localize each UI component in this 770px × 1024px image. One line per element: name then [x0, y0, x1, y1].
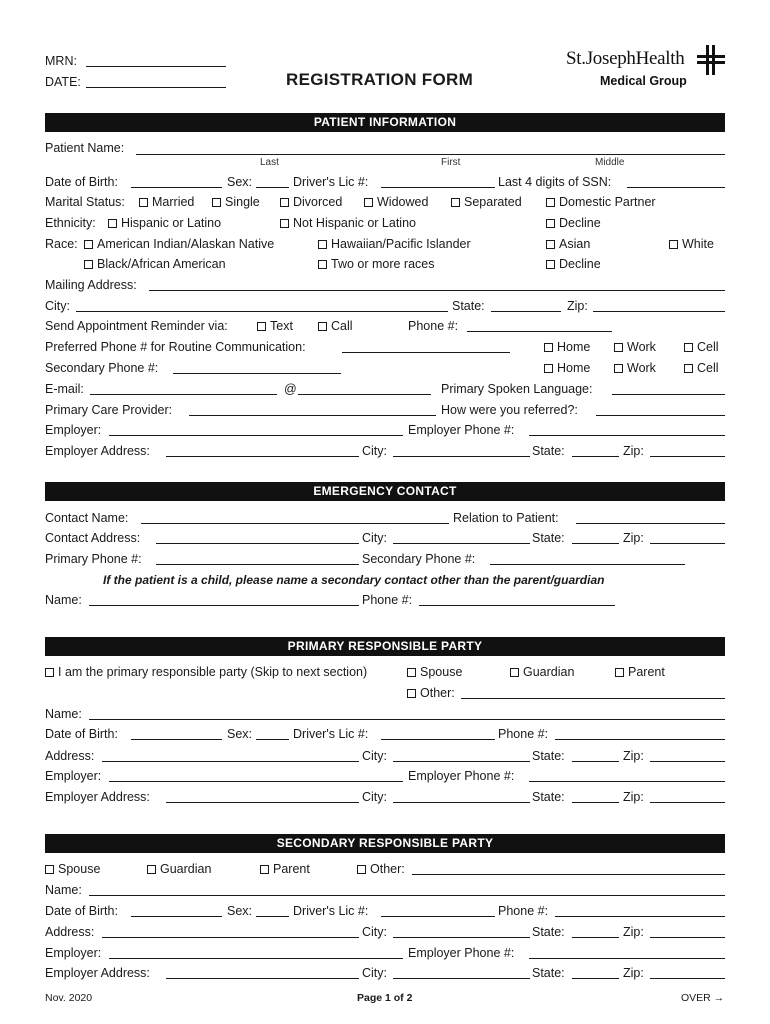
secondary-employer-field[interactable] — [109, 958, 403, 959]
primary-dl-field[interactable] — [381, 739, 495, 740]
alt-contact-phone-field[interactable] — [419, 605, 615, 606]
checkbox[interactable] — [544, 343, 553, 352]
alt-contact-name-label: Name: — [45, 593, 82, 607]
race-black[interactable]: Black/African American — [84, 257, 226, 271]
footer-date: Nov. 2020 — [45, 992, 93, 1004]
primary-employer-phone-field[interactable] — [529, 781, 725, 782]
email-domain-field[interactable] — [298, 394, 431, 395]
secondary-employer-address-field[interactable] — [166, 978, 359, 979]
secondary-other-field[interactable] — [412, 874, 725, 875]
checkbox[interactable] — [212, 198, 221, 207]
secondary-spouse-option[interactable]: Spouse — [45, 862, 100, 876]
race-decline[interactable]: Decline — [546, 257, 601, 271]
checkbox[interactable] — [139, 198, 148, 207]
contact-name-label: Contact Name: — [45, 511, 129, 525]
patient-name-field[interactable] — [136, 154, 725, 155]
race-american-indian[interactable]: American Indian/Alaskan Native — [84, 237, 274, 251]
contact-city-field[interactable] — [393, 543, 530, 544]
primary-employer-city-label: City: — [362, 790, 387, 804]
dl-field[interactable] — [381, 187, 495, 188]
pcp-label: Primary Care Provider: — [45, 403, 173, 417]
race-two-or-more[interactable]: Two or more races — [318, 257, 435, 271]
checkbox[interactable] — [546, 219, 555, 228]
secondary-name-label: Name: — [45, 883, 82, 897]
marital-divorced[interactable]: Divorced — [280, 195, 342, 209]
primary-city-label: City: — [362, 749, 387, 763]
contact-secondary-phone-field[interactable] — [490, 564, 685, 565]
marital-single[interactable]: Single — [212, 195, 260, 209]
secondary-employer-state-field[interactable] — [572, 978, 619, 979]
secondary-dob-field[interactable] — [131, 916, 222, 917]
primary-employer-state-label: State: — [532, 790, 565, 804]
primary-employer-zip-label: Zip: — [623, 790, 644, 804]
contact-city-label: City: — [362, 531, 387, 545]
primary-spouse-option[interactable]: Spouse — [407, 665, 462, 679]
employer-state-label: State: — [532, 444, 565, 458]
patient-info-header: PATIENT INFORMATION — [45, 113, 725, 132]
secondary-phone-label: Phone #: — [498, 904, 549, 918]
mailing-label: Mailing Address: — [45, 278, 137, 292]
email-user-field[interactable] — [90, 394, 277, 395]
emergency-contact-header: EMERGENCY CONTACT — [45, 482, 725, 501]
relation-label: Relation to Patient: — [453, 511, 559, 525]
checkbox[interactable] — [510, 668, 519, 677]
secondary-address-label: Address: — [45, 925, 95, 939]
checkbox[interactable] — [257, 322, 266, 331]
contact-zip-label: Zip: — [623, 531, 644, 545]
name-first-caption: First — [441, 157, 461, 168]
checkbox[interactable] — [544, 364, 553, 373]
primary-name-field[interactable] — [89, 719, 725, 720]
secondary-employer-zip-label: Zip: — [623, 966, 644, 980]
date-label: DATE: — [45, 75, 81, 89]
email-label: E-mail: — [45, 382, 84, 396]
sex-field[interactable] — [256, 187, 289, 188]
primary-other-field[interactable] — [461, 698, 725, 699]
primary-other-option[interactable]: Other: — [407, 686, 455, 700]
employer-label: Employer: — [45, 423, 102, 437]
primary-party-header: PRIMARY RESPONSIBLE PARTY — [45, 637, 725, 656]
primary-employer-phone-label: Employer Phone #: — [408, 769, 515, 783]
ethnicity-label: Ethnicity: — [45, 216, 96, 230]
city-field[interactable] — [76, 311, 448, 312]
secondary-dob-label: Date of Birth: — [45, 904, 118, 918]
secondary-zip-label: Zip: — [623, 925, 644, 939]
contact-secondary-phone-label: Secondary Phone #: — [362, 552, 476, 566]
patient-name-label: Patient Name: — [45, 141, 125, 155]
relation-field[interactable] — [576, 523, 725, 524]
marital-label: Marital Status: — [45, 195, 125, 209]
checkbox[interactable] — [669, 240, 678, 249]
primary-parent-option[interactable]: Parent — [615, 665, 665, 679]
contact-zip-field[interactable] — [650, 543, 725, 544]
race-asian[interactable]: Asian — [546, 237, 590, 251]
language-field[interactable] — [612, 394, 725, 395]
ssn-field[interactable] — [627, 187, 725, 188]
primary-dob-field[interactable] — [131, 739, 222, 740]
zip-field[interactable] — [593, 311, 725, 312]
checkbox[interactable] — [84, 260, 93, 269]
checkbox[interactable] — [684, 364, 693, 373]
secondary-city-label: City: — [362, 925, 387, 939]
primary-employer-state-field[interactable] — [572, 802, 619, 803]
pref-phone-field[interactable] — [342, 352, 510, 353]
name-middle-caption: Middle — [595, 157, 625, 168]
secondary-employer-label: Employer: — [45, 946, 102, 960]
secondary-employer-city-field[interactable] — [393, 978, 530, 979]
employer-zip-field[interactable] — [650, 456, 725, 457]
secondary-employer-zip-field[interactable] — [650, 978, 725, 979]
primary-zip-field[interactable] — [650, 761, 725, 762]
sec-phone-cell[interactable]: Cell — [684, 361, 719, 375]
primary-employer-zip-field[interactable] — [650, 802, 725, 803]
secondary-employer-city-label: City: — [362, 966, 387, 980]
secondary-zip-field[interactable] — [650, 937, 725, 938]
date-field[interactable] — [86, 87, 226, 88]
secondary-dl-label: Driver's Lic #: — [293, 904, 369, 918]
ethnicity-decline[interactable]: Decline — [546, 216, 601, 230]
city-label: City: — [45, 299, 70, 313]
footer-page-number: Page 1 of 2 — [357, 992, 413, 1004]
dl-label: Driver's Lic #: — [293, 175, 369, 189]
secondary-phone-label: Secondary Phone #: — [45, 361, 159, 375]
checkbox[interactable] — [407, 689, 416, 698]
contact-name-field[interactable] — [141, 523, 449, 524]
secondary-other-option[interactable]: Other: — [357, 862, 405, 876]
primary-phone-field[interactable] — [555, 739, 725, 740]
secondary-party-header: SECONDARY RESPONSIBLE PARTY — [45, 834, 725, 853]
primary-sex-field[interactable] — [256, 739, 289, 740]
language-label: Primary Spoken Language: — [441, 382, 593, 396]
checkbox[interactable] — [364, 198, 373, 207]
employer-city-label: City: — [362, 444, 387, 458]
checkbox[interactable] — [318, 260, 327, 269]
reminder-phone-field[interactable] — [467, 331, 612, 332]
pcp-field[interactable] — [189, 415, 436, 416]
form-title: REGISTRATION FORM — [286, 70, 474, 89]
secondary-sex-field[interactable] — [256, 916, 289, 917]
primary-guardian-option[interactable]: Guardian — [510, 665, 574, 679]
secondary-address-field[interactable] — [102, 937, 359, 938]
primary-zip-label: Zip: — [623, 749, 644, 763]
pref-phone-home[interactable]: Home — [544, 340, 590, 354]
checkbox[interactable] — [546, 260, 555, 269]
checkbox[interactable] — [546, 240, 555, 249]
employer-address-field[interactable] — [166, 456, 359, 457]
race-white[interactable]: White — [669, 237, 714, 251]
primary-employer-field[interactable] — [109, 781, 403, 782]
primary-employer-address-label: Employer Address: — [45, 790, 150, 804]
primary-dl-label: Driver's Lic #: — [293, 727, 369, 741]
contact-address-label: Contact Address: — [45, 531, 141, 545]
secondary-employer-phone-label: Employer Phone #: — [408, 946, 515, 960]
primary-state-field[interactable] — [572, 761, 619, 762]
contact-address-field[interactable] — [156, 543, 359, 544]
referred-label: How were you referred?: — [441, 403, 578, 417]
checkbox[interactable] — [147, 865, 156, 874]
sec-phone-work[interactable]: Work — [614, 361, 656, 375]
marital-separated[interactable]: Separated — [451, 195, 522, 209]
contact-primary-phone-field[interactable] — [156, 564, 359, 565]
contact-primary-phone-label: Primary Phone #: — [45, 552, 142, 566]
checkbox[interactable] — [45, 865, 54, 874]
secondary-employer-phone-field[interactable] — [529, 958, 725, 959]
alt-contact-name-field[interactable] — [89, 605, 359, 606]
checkbox[interactable] — [280, 198, 289, 207]
employer-address-label: Employer Address: — [45, 444, 150, 458]
primary-employer-city-field[interactable] — [393, 802, 530, 803]
primary-self-option[interactable]: I am the primary responsible party (Skip to next section) — [45, 665, 367, 679]
employer-field[interactable] — [109, 435, 403, 436]
checkbox[interactable] — [45, 668, 54, 677]
email-at-sign: @ — [284, 382, 297, 396]
checkbox[interactable] — [451, 198, 460, 207]
race-label: Race: — [45, 237, 78, 251]
referred-field[interactable] — [596, 415, 725, 416]
marital-domestic-partner[interactable]: Domestic Partner — [546, 195, 656, 209]
checkbox[interactable] — [614, 364, 623, 373]
footer-over-arrow: OVER → — [681, 992, 725, 1004]
checkbox[interactable] — [684, 343, 693, 352]
secondary-parent-option[interactable]: Parent — [260, 862, 310, 876]
reminder-label: Send Appointment Reminder via: — [45, 319, 228, 333]
primary-phone-label: Phone #: — [498, 727, 549, 741]
primary-sex-label: Sex: — [227, 727, 253, 741]
child-contact-note: If the patient is a child, please name a secondary contact other than the parent/guardian — [103, 573, 605, 587]
alt-contact-phone-label: Phone #: — [362, 593, 413, 607]
state-field[interactable] — [491, 311, 561, 312]
sex-label: Sex: — [227, 175, 253, 189]
secondary-sex-label: Sex: — [227, 904, 253, 918]
secondary-state-field[interactable] — [572, 937, 619, 938]
mailing-field[interactable] — [149, 290, 725, 291]
race-hawaiian[interactable]: Hawaiian/Pacific Islander — [318, 237, 471, 251]
secondary-dl-field[interactable] — [381, 916, 495, 917]
logo-subtitle: Medical Group — [600, 74, 687, 88]
pref-phone-work[interactable]: Work — [614, 340, 656, 354]
secondary-employer-address-label: Employer Address: — [45, 966, 150, 980]
checkbox[interactable] — [260, 865, 269, 874]
secondary-employer-state-label: State: — [532, 966, 565, 980]
checkbox[interactable] — [318, 322, 327, 331]
pref-phone-label: Preferred Phone # for Routine Communication: — [45, 340, 306, 354]
state-label: State: — [452, 299, 485, 313]
employer-phone-label: Employer Phone #: — [408, 423, 515, 437]
reminder-call[interactable]: Call — [318, 319, 353, 333]
secondary-guardian-option[interactable]: Guardian — [147, 862, 211, 876]
primary-city-field[interactable] — [393, 761, 530, 762]
secondary-state-label: State: — [532, 925, 565, 939]
reminder-text[interactable]: Text — [257, 319, 293, 333]
employer-zip-label: Zip: — [623, 444, 644, 458]
secondary-phone-field[interactable] — [173, 373, 341, 374]
checkbox[interactable] — [614, 343, 623, 352]
mrn-field[interactable] — [86, 66, 226, 67]
checkbox[interactable] — [108, 219, 117, 228]
checkbox[interactable] — [84, 240, 93, 249]
primary-name-label: Name: — [45, 707, 82, 721]
primary-employer-address-field[interactable] — [166, 802, 359, 803]
ssn-label: Last 4 digits of SSN: — [498, 175, 612, 189]
pref-phone-cell[interactable]: Cell — [684, 340, 719, 354]
primary-dob-label: Date of Birth: — [45, 727, 118, 741]
sec-phone-home[interactable]: Home — [544, 361, 590, 375]
dob-field[interactable] — [131, 187, 222, 188]
contact-state-label: State: — [532, 531, 565, 545]
checkbox[interactable] — [615, 668, 624, 677]
secondary-city-field[interactable] — [393, 937, 530, 938]
reminder-phone-label: Phone #: — [408, 319, 459, 333]
primary-state-label: State: — [532, 749, 565, 763]
zip-label: Zip: — [567, 299, 588, 313]
logo-name: St.JosephHealth — [566, 48, 685, 69]
employer-phone-field[interactable] — [529, 435, 725, 436]
checkbox[interactable] — [280, 219, 289, 228]
checkbox[interactable] — [318, 240, 327, 249]
checkbox[interactable] — [546, 198, 555, 207]
marital-widowed[interactable]: Widowed — [364, 195, 428, 209]
employer-state-field[interactable] — [572, 456, 619, 457]
ethnicity-not-hispanic[interactable]: Not Hispanic or Latino — [280, 216, 416, 230]
mrn-label: MRN: — [45, 54, 77, 68]
primary-address-field[interactable] — [102, 761, 359, 762]
primary-employer-label: Employer: — [45, 769, 102, 783]
contact-state-field[interactable] — [572, 543, 619, 544]
dob-label: Date of Birth: — [45, 175, 118, 189]
secondary-name-field[interactable] — [89, 895, 725, 896]
checkbox[interactable] — [407, 668, 416, 677]
marital-married[interactable]: Married — [139, 195, 194, 209]
ethnicity-hispanic[interactable]: Hispanic or Latino — [108, 216, 221, 230]
employer-city-field[interactable] — [393, 456, 530, 457]
primary-address-label: Address: — [45, 749, 95, 763]
cross-logo-icon — [697, 45, 725, 75]
name-last-caption: Last — [260, 157, 279, 168]
secondary-phone-field[interactable] — [555, 916, 725, 917]
checkbox[interactable] — [357, 865, 366, 874]
